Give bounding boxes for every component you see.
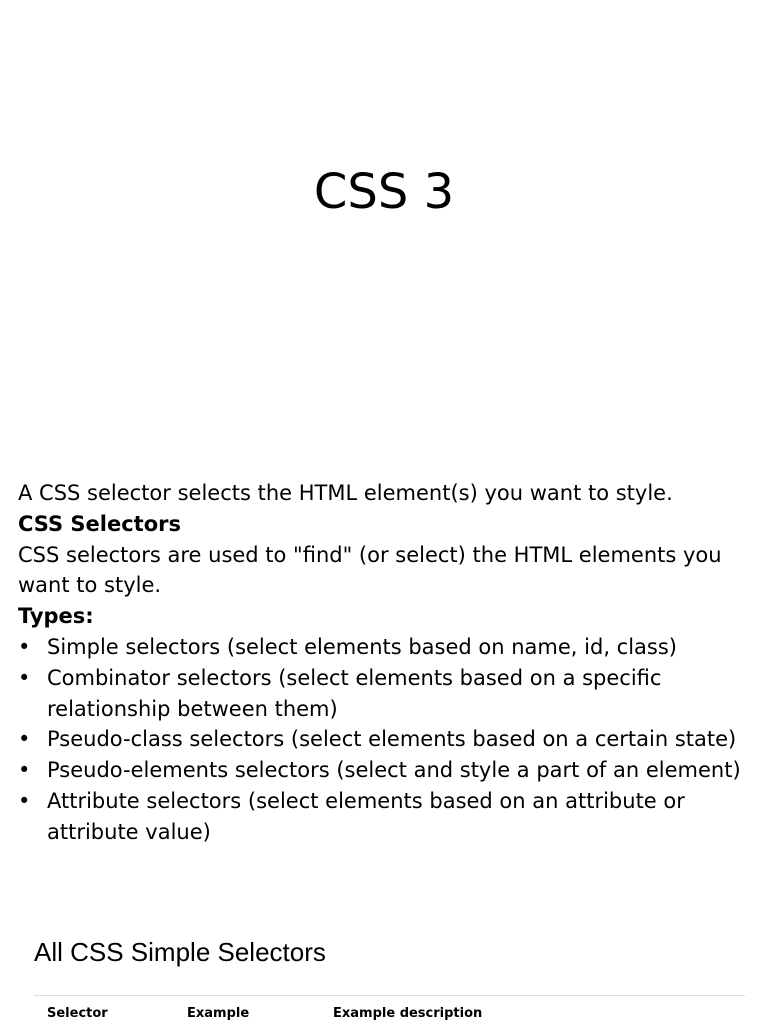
list-item-text: Pseudo-class selectors (select elements based on a certain state)	[47, 727, 737, 752]
intro-text: A CSS selector selects the HTML element(s) you want to style.	[18, 481, 673, 505]
column-header-description: Example description	[333, 1006, 483, 1021]
bullet-icon: •	[18, 727, 31, 752]
description-text: CSS selectors are used to "find" (or select) the HTML elements you want to style.	[18, 542, 722, 598]
list-item	[18, 663, 753, 725]
slide-title: CSS 3	[313, 164, 455, 220]
list-item	[18, 632, 753, 663]
list-item	[18, 755, 753, 786]
list-item-text: Combinator selectors (select elements based on a specific relationship between them)	[47, 665, 662, 721]
list-item	[18, 786, 753, 848]
column-header-example: Example	[187, 1006, 250, 1021]
bullet-icon: •	[18, 758, 31, 783]
types-heading: Types:	[18, 604, 94, 629]
types-list	[18, 632, 753, 848]
section-heading: CSS Selectors	[18, 511, 181, 536]
table-header-row	[34, 996, 745, 1023]
simple-selectors-table	[34, 995, 745, 1023]
bullet-icon: •	[18, 788, 31, 813]
bullet-icon: •	[18, 665, 31, 690]
slide-body	[18, 478, 753, 848]
list-item	[18, 724, 753, 755]
list-item-text: Pseudo-elements selectors (select and style a part of an element)	[47, 758, 741, 783]
simple-selectors-title: All CSS Simple Selectors	[34, 937, 326, 967]
list-item-text: Simple selectors (select elements based on name, id, class)	[47, 634, 677, 659]
bullet-icon: •	[18, 634, 31, 659]
column-header-selector: Selector	[47, 1006, 108, 1021]
list-item-text: Attribute selectors (select elements based on an attribute or attribute value)	[47, 788, 685, 844]
